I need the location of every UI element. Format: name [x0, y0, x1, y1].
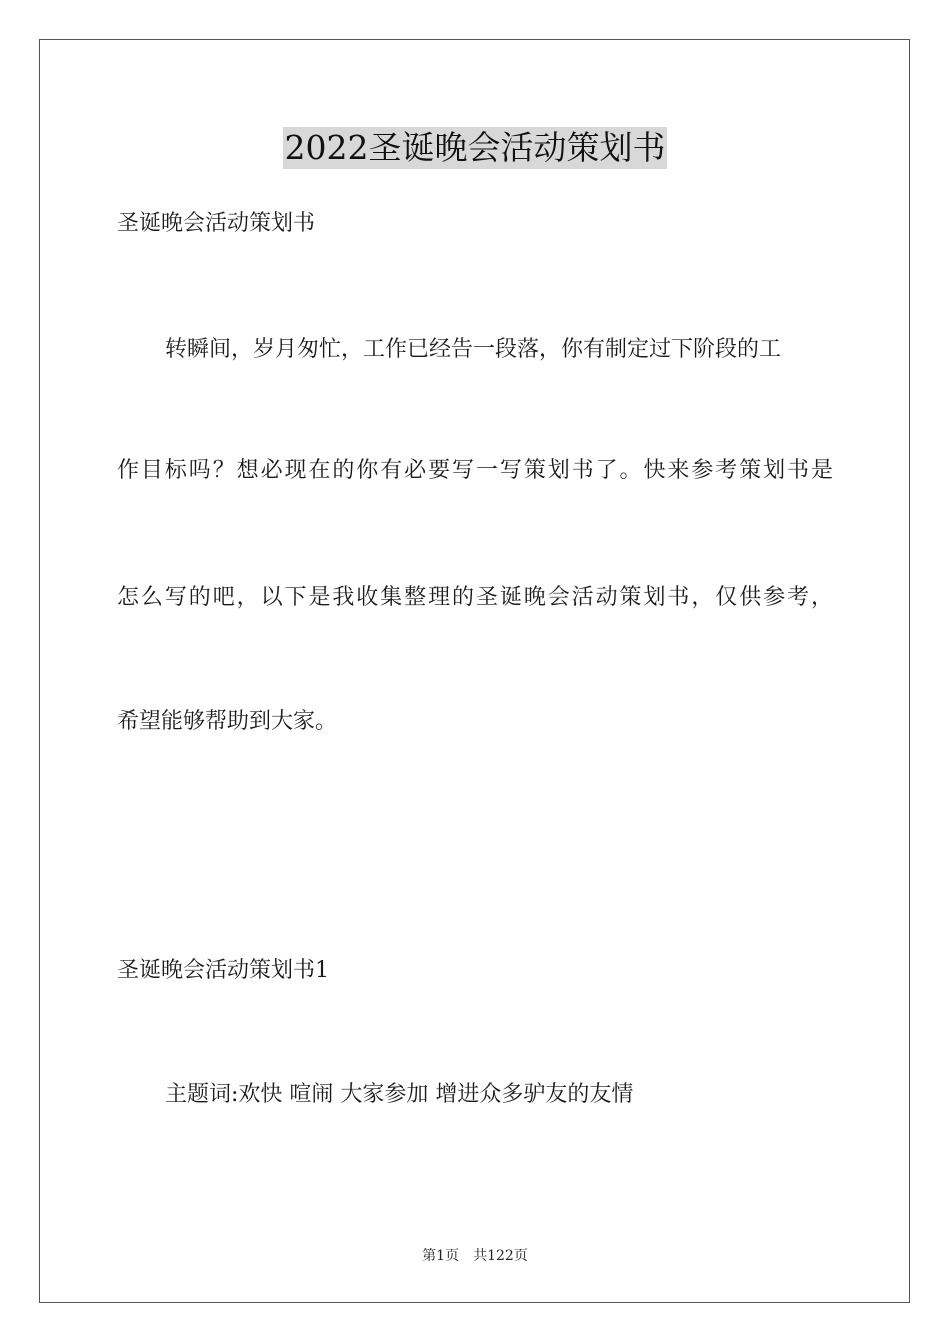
intro-line-2: 作目标吗？想必现在的你有必要写一写策划书了。快来参考策划书是: [117, 458, 833, 483]
page-footer: [0, 1246, 950, 1266]
theme-line: 主题词:欢快 喧闹 大家参加 增进众多驴友的友情: [165, 1082, 634, 1107]
page-number: 第1页: [422, 1248, 460, 1264]
document-title: 2022圣诞晚会活动策划书: [284, 128, 666, 167]
intro-line-4: 希望能够帮助到大家。: [117, 709, 338, 734]
title-container: [0, 127, 950, 169]
section-heading: 圣诞晚会活动策划书1: [117, 958, 329, 983]
intro-line-1: 转瞬间，岁月匆忙，工作已经告一段落，你有制定过下阶段的工: [165, 337, 782, 362]
page-total: 共122页: [473, 1248, 528, 1264]
intro-line-3: 怎么写的吧，以下是我收集整理的圣诞晚会活动策划书，仅供参考，: [117, 585, 833, 610]
document-subtitle: 圣诞晚会活动策划书: [117, 211, 316, 236]
